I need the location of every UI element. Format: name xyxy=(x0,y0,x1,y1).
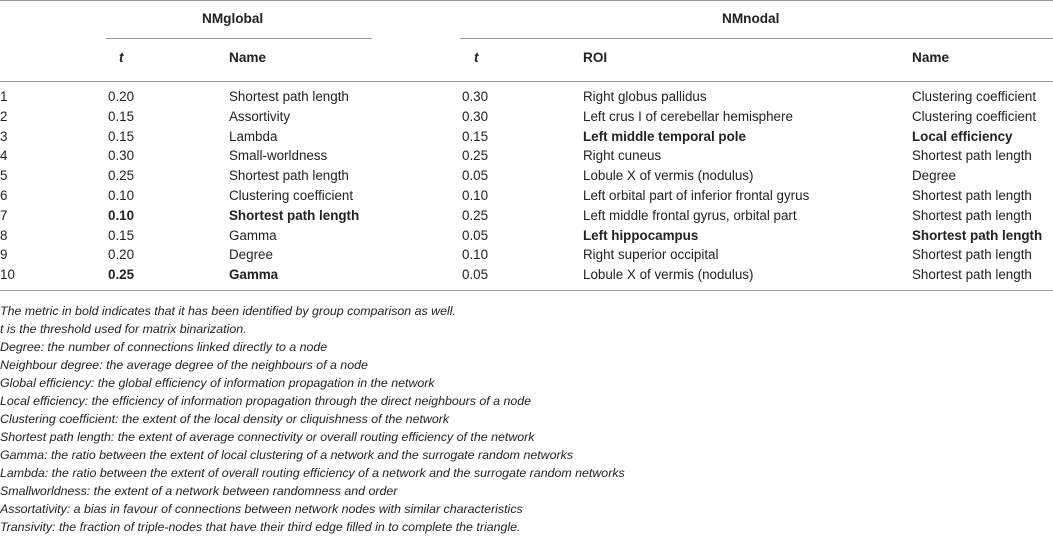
nodal-t-value: 0.15 xyxy=(462,128,489,144)
row-index: 2 xyxy=(0,108,8,124)
nodal-roi: Lobule X of vermis (nodulus) xyxy=(583,267,754,283)
nodal-t-value: 0.30 xyxy=(462,89,489,104)
global-group-rule xyxy=(106,38,372,39)
global-metric-name: Shortest path length xyxy=(229,207,360,223)
row-index: 4 xyxy=(0,148,8,164)
footnote-line: Gamma: the ratio between the extent of local clustering of a network and the surrogate random networks xyxy=(0,448,574,462)
footnote-line: Transivity: the fraction of triple-nodes that have their third edge filled in to complete the triangle. xyxy=(0,520,521,534)
nodal-metric-name: Shortest path length xyxy=(912,207,1032,223)
global-metric-name: Clustering coefficient xyxy=(229,188,354,203)
col-global-t: t xyxy=(119,50,124,65)
table-bottom-rule xyxy=(0,290,1053,291)
nodal-metric-name: Shortest path length xyxy=(912,227,1043,243)
global-t-value: 0.25 xyxy=(108,267,135,283)
global-metric-name: Gamma xyxy=(229,227,277,243)
col-nodal-name: Name xyxy=(912,50,950,65)
nodal-metric-name: Clustering coefficient xyxy=(912,89,1037,104)
nodal-roi: Right globus pallidus xyxy=(583,89,707,104)
nodal-metric-name: Clustering coefficient xyxy=(912,108,1037,124)
nodal-roi: Right cuneus xyxy=(583,148,662,164)
nodal-t-value: 0.10 xyxy=(462,247,489,263)
row-index: 8 xyxy=(0,227,8,243)
global-t-value: 0.15 xyxy=(108,128,135,144)
global-t-value: 0.15 xyxy=(108,108,135,124)
global-metric-name: Degree xyxy=(229,247,273,263)
header-nmglobal: NMglobal xyxy=(202,11,264,26)
row-index: 7 xyxy=(0,207,8,223)
top-rule xyxy=(0,0,1053,1)
footnote-line: Lambda: the ratio between the extent of overall routing efficiency of a network and the surrogate random networks xyxy=(0,466,625,480)
nodal-roi: Right superior occipital xyxy=(583,247,719,263)
nodal-metric-name: Local efficiency xyxy=(912,128,1013,144)
footnote-line: t is the threshold used for matrix binarization. xyxy=(0,322,247,336)
nodal-t-value: 0.25 xyxy=(462,207,489,223)
footnote-line: Local efficiency: the efficiency of information propagation through the direct neighbours of a node xyxy=(0,394,532,408)
footnote-line: The metric in bold indicates that it has been identified by group comparison as well. xyxy=(0,304,456,318)
nodal-roi: Left middle frontal gyrus, orbital part xyxy=(583,207,797,223)
footnote-line: Degree: the number of connections linked directly to a node xyxy=(0,340,328,354)
nodal-roi: Left hippocampus xyxy=(583,227,699,243)
global-metric-name: Lambda xyxy=(229,128,278,144)
nodal-roi: Left middle temporal pole xyxy=(583,128,746,144)
nodal-metric-name: Shortest path length xyxy=(912,247,1032,263)
nodal-t-value: 0.05 xyxy=(462,168,489,184)
footnote-line: Global efficiency: the global efficiency of information propagation in the network xyxy=(0,376,435,390)
global-t-value: 0.15 xyxy=(108,227,135,243)
global-t-value: 0.20 xyxy=(108,247,135,263)
global-t-value: 0.20 xyxy=(108,89,135,104)
global-metric-name: Assortivity xyxy=(229,108,291,124)
col-global-name: Name xyxy=(229,50,267,65)
row-index: 5 xyxy=(0,168,8,184)
row-index: 9 xyxy=(0,247,8,263)
nodal-t-value: 0.30 xyxy=(462,108,489,124)
nodal-t-value: 0.05 xyxy=(462,227,489,243)
global-t-value: 0.25 xyxy=(108,168,135,184)
col-nodal-t: t xyxy=(474,50,479,65)
nodal-t-value: 0.10 xyxy=(462,188,489,203)
footnote-line: Shortest path length: the extent of average connectivity or overall routing efficiency of the network xyxy=(0,430,535,444)
footnote-line: Smallworldness: the extent of a network between randomness and order xyxy=(0,484,398,498)
footnote-line: Assortativity: a bias in favour of connections between network nodes with similar characteristics xyxy=(0,502,523,516)
nodal-t-value: 0.05 xyxy=(462,267,489,283)
row-index: 3 xyxy=(0,128,8,144)
global-metric-name: Shortest path length xyxy=(229,168,349,184)
global-t-value: 0.30 xyxy=(108,148,135,164)
global-metric-name: Shortest path length xyxy=(229,89,349,104)
global-metric-name: Small-worldness xyxy=(229,148,328,164)
row-index: 1 xyxy=(0,89,8,104)
nodal-metric-name: Shortest path length xyxy=(912,188,1032,203)
nodal-metric-name: Shortest path length xyxy=(912,267,1032,283)
nodal-metric-name: Shortest path length xyxy=(912,148,1032,164)
global-metric-name: Gamma xyxy=(229,267,279,283)
nodal-t-value: 0.25 xyxy=(462,148,489,164)
global-t-value: 0.10 xyxy=(108,188,135,203)
row-index: 10 xyxy=(0,267,15,283)
header-bottom-rule xyxy=(0,81,1053,82)
global-t-value: 0.10 xyxy=(108,207,135,223)
nodal-roi: Left orbital part of inferior frontal gyrus xyxy=(583,188,810,203)
footnote-line: Clustering coefficient: the extent of the local density or cliquishness of the network xyxy=(0,412,450,426)
nodal-roi: Lobule X of vermis (nodulus) xyxy=(583,168,754,184)
footnote-line: Neighbour degree: the average degree of the neighbours of a node xyxy=(0,358,368,372)
nodal-metric-name: Degree xyxy=(912,168,956,184)
row-index: 6 xyxy=(0,188,8,203)
col-nodal-roi: ROI xyxy=(583,50,608,65)
header-nmnodal: NMnodal xyxy=(722,11,780,26)
nodal-roi: Left crus I of cerebellar hemisphere xyxy=(583,108,793,124)
nodal-group-rule xyxy=(460,38,1053,39)
table-footnotes xyxy=(0,302,625,536)
